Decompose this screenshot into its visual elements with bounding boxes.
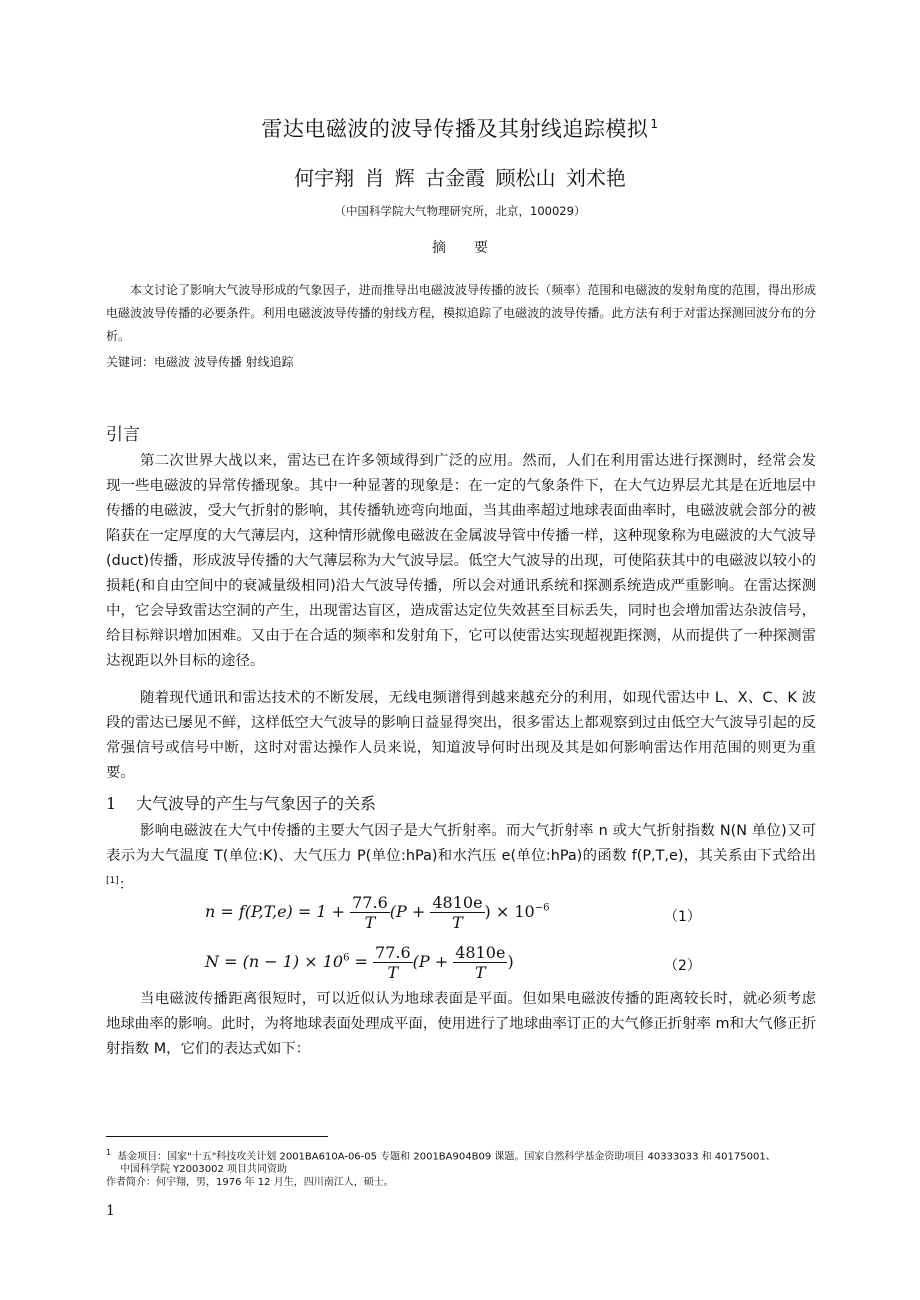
eq2-frac1-numerator: 77.6 [375,943,411,962]
equation-2 [205,943,514,982]
page-number: 1 [106,1203,115,1219]
footnote-mark: 1 [106,1148,112,1157]
eq1-frac2-denominator: T [452,913,463,932]
eq2-exponent: 6 [343,952,350,964]
footnote-line-3: 作者简介：何宇翔，男，1976 年 12 月生，四川南江人，硕士。 [106,1177,394,1189]
section-title: 大气波导的产生与气象因子的关系 [136,794,377,813]
citation-ref: [1] [106,876,119,886]
paragraph-text: 影响电磁波在大气中传播的主要大气因子是大气折射率。而大气折射率 n 或大气折射指数 N(N 单位)又可表示为大气温度 T(单位:K)、大气压力 P(单位:hPa)和水汽压 e(单位:hPa)的函数 f(P,T,e)，其关系由下式给出 [106,823,816,864]
eq1-frac1-denominator: T [364,913,376,932]
equation-1 [205,893,549,932]
eq1-exponent: −6 [534,902,550,914]
eq2-fraction-2 [453,943,507,982]
intro-paragraph-1: 第二次世界大战以来，雷达已在许多领域得到广泛的应用。然而，人们在利用雷达进行探测时，经常会发现一些电磁波的异常传播现象。其中一种显著的现象是：在一定的气象条件下，在大气边界层尤其是在近地层中传播的电磁波，受大气折射的影响，其传播轨迹弯向地面，当其曲率超过地球表面曲率时，电磁波就会部分的被陷获在一定厚度的大气薄层内，这种情形就像电磁波在金属波导管中传播一样，这种现象称为电磁波的大气波导(duct)传播，形成波导传播的大气薄层称为大气波导层。低空大气波导的出现，可使陷获其中的电磁波以较小的损耗(和自由空间中的衰减量级相同)沿大气波导传播，所以会对通讯系统和探测系统造成严重影响。在雷达探测中，它会导致雷达空洞的产生，出现雷达盲区，造成雷达定位失效甚至目标丢失，同时也会增加雷达杂波信号，给目标辩识增加困难。又由于在合适的频率和发射角下，它可以使雷达实现超视距探测，从而提供了一种探测雷达视距以外目标的途径。 [106,453,816,669]
footnote-line-2: 中国科学院 Y2003002 项目共同资助 [120,1164,288,1176]
eq2-frac1-denominator: T [387,963,399,982]
eq1-tail: ) × 10 [484,902,535,921]
eq1-frac1-numerator: 77.6 [352,893,388,912]
section-1-paragraph-1 [106,819,816,898]
eq2-frac2-denominator: T [475,963,486,982]
paper-title-text: 雷达电磁波的波导传播及其射线追踪模拟 [261,117,649,141]
title-footnote-mark: 1 [650,117,659,131]
keywords: 关键词：电磁波 波导传播 射线追踪 [106,355,294,369]
abstract-text: 本文讨论了影响大气波导形成的气象因子，进而推导出电磁波波导传播的波长（频率）范围和电磁波的发射角度的范围，得出形成电磁波波导传播的必要条件。利用电磁波波导传播的射线方程，模拟追踪了电磁波的波导传播。此方法有利于对雷达探测回波分布的分析。 [106,283,816,343]
eq1-frac2-numerator: 4810e [432,893,483,912]
eq2-lhs: N = (n − 1) × 10 [205,952,344,971]
paragraph-text-end: ： [118,876,134,893]
footnote-funding-text: 基金项目：国家"十五"科技攻关计划 2001BA610A-06-05 专题和 2001BA904B09 课题。国家自然科学基金资助项目 40333033 和 40175001、 [117,1151,776,1163]
eq2-tail: ) [507,952,514,971]
intro-paragraph-2: 随着现代通讯和雷达技术的不断发展，无线电频谱得到越来越充分的利用，如现代雷达中 L、X、C、K 波段的雷达已屡见不鲜，这样低空大气波导的影响日益显得突出，很多雷达上都观察到过由低空大气波导引起的反常强信号或信号中断，这时对雷达操作人员来说，知道波导何时出现及其是如何影响雷达作用范围的则更为重要。 [106,690,816,781]
eq2-equals: = [349,952,368,971]
eq2-fraction-1 [373,943,413,982]
eq1-lhs: n = f(P,T,e) = 1 + [205,902,346,921]
eq2-frac2-numerator: 4810e [455,943,506,962]
eq1-fraction-2 [430,893,484,932]
affiliation: （中国科学院大气物理研究所，北京，100029） [334,204,586,218]
eq1-middle: (P + [389,902,426,921]
section-number: 1 [106,794,117,813]
footnote-line-1 [106,1146,818,1163]
author-list: 何宇翔 肖 辉 古金霞 顾松山 刘术艳 [294,166,626,190]
equation-1-label: （1） [664,909,701,925]
equation-2-label: （2） [664,958,701,974]
section-1-paragraph-2: 当电磁波传播距离很短时，可以近似认为地球表面是平面。但如果电磁波传播的距离较长时，就必须考虑地球曲率的影响。此时，为将地球表面处理成平面，使用进行了地球曲率订正的大气修正折射率 m和大气修正折射指数 M，它们的表达式如下： [106,991,816,1057]
footnote-divider [106,1136,328,1137]
eq2-middle: (P + [412,952,449,971]
eq1-fraction-1 [350,893,390,932]
intro-heading: 引言 [106,425,140,445]
paper-title [0,113,920,143]
footnote [106,1146,818,1189]
section-1-heading [106,791,376,814]
abstract-heading: 摘要 [432,240,516,256]
